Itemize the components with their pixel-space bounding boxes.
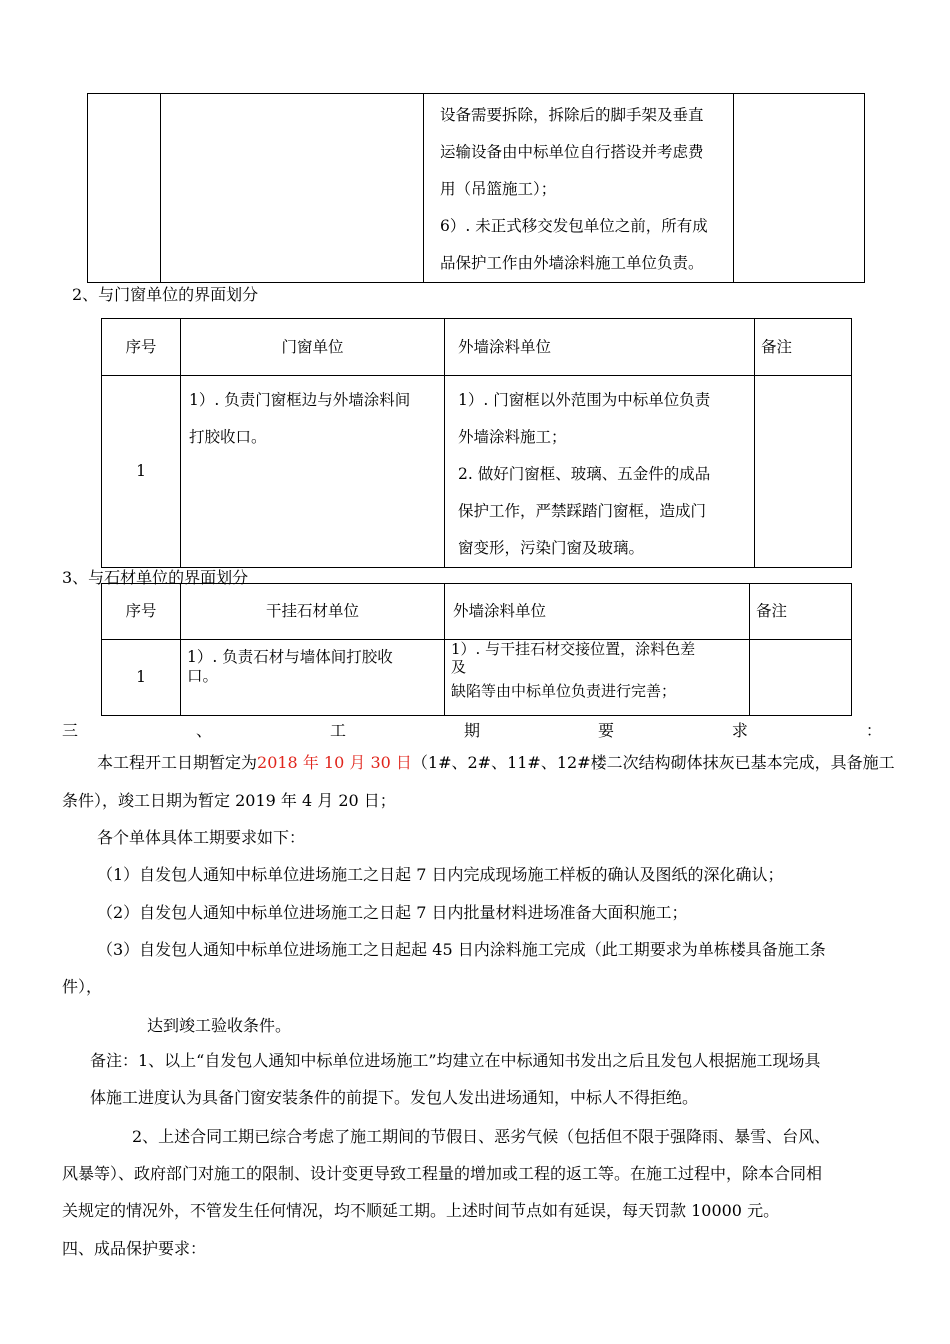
header-cell: 序号: [102, 319, 181, 376]
heading-char: ：: [865, 721, 882, 740]
table-row: [102, 376, 852, 568]
header-cell: 干挂石材单位: [181, 584, 445, 640]
table-cell: [750, 640, 852, 716]
heading-char: 工: [329, 721, 346, 740]
text: （1#、2#、11#、12#楼二次结构砌体抹灰已基本完成，具备施工: [411, 753, 895, 772]
cell-line: 品保护工作由外墙涂料施工单位负责。: [440, 254, 704, 272]
table-cell: [734, 94, 865, 283]
section-heading: [62, 718, 882, 741]
table-cell: [181, 640, 445, 716]
table-row: [102, 640, 852, 716]
list-item: （3）自发包人通知中标单位进场施工之日起起 45 日内涂料施工完成（此工期要求为单栋楼具备施工条: [97, 940, 826, 959]
heading-char: 三: [62, 721, 79, 740]
start-date: 2018 年 10 月 30 日: [257, 753, 412, 772]
list-item: （2）自发包人通知中标单位进场施工之日起 7 日内批量材料进场准备大面积施工；: [97, 903, 688, 922]
list-item: （1）自发包人通知中标单位进场施工之日起 7 日内完成现场施工样板的确认及图纸的深化确认；: [97, 865, 784, 884]
table-cell: [445, 376, 755, 568]
table-cell: [181, 376, 445, 568]
cell-line: 运输设备由中标单位自行搭设并考虑费: [440, 143, 704, 161]
cell-line: 2. 做好门窗框、玻璃、五金件的成品: [458, 465, 711, 483]
cell-line: 1）. 负责石材与墙体间打胶收: [187, 648, 393, 666]
header-cell: 备注: [755, 319, 852, 376]
cell-line: 口。: [187, 667, 219, 685]
cell-line: 缺陷等由中标单位负责进行完善；: [451, 682, 677, 700]
note-line: 体施工进度认为具备门窗安装条件的前提下。发包人发出进场通知，中标人不得拒绝。: [90, 1088, 699, 1107]
header-cell: 序号: [102, 584, 181, 640]
heading-char: 期: [463, 721, 480, 740]
text: 本工程开工日期暂定为: [97, 753, 258, 772]
table-cell: [88, 94, 161, 283]
cell-line: 设备需要拆除，拆除后的脚手架及垂直: [440, 106, 704, 124]
section-title: 四、成品保护要求：: [62, 1239, 207, 1258]
note-line: 关规定的情况外，不管发生任何情况，均不顺延工期。上述时间节点如有延误，每天罚款 10000 元。: [62, 1201, 780, 1220]
header-cell: 门窗单位: [181, 319, 445, 376]
cell-line: 1）. 与干挂石材交接位置，涂料色差: [451, 640, 696, 658]
section-title: 2、与门窗单位的界面划分: [72, 285, 259, 304]
note-line: 风暴等）、政府部门对施工的限制、设计变更导致工程量的增加或工程的返工等。在施工过程中，除本合同相: [62, 1164, 823, 1183]
paragraph-line: [97, 750, 895, 773]
header-cell: 外墙涂料单位: [445, 319, 755, 376]
cell-line: 用（吊篮施工）；: [440, 180, 557, 198]
list-item-continued: 达到竣工验收条件。: [147, 1016, 292, 1035]
header-cell: 外墙涂料单位: [445, 584, 750, 640]
table-window-interface: [101, 318, 852, 568]
table-row: [88, 94, 865, 283]
heading-char: 求: [731, 721, 748, 740]
table-cell: [445, 640, 750, 716]
cell-line: 打胶收口。: [189, 428, 267, 446]
cell-line: 1）. 门窗框以外范围为中标单位负责: [458, 391, 711, 409]
cell-line: 1）. 负责门窗框边与外墙涂料间: [189, 391, 411, 409]
note-line: 2、上述合同工期已综合考虑了施工期间的节假日、恶劣气候（包括但不限于强降雨、暴雪、台风、: [132, 1127, 831, 1146]
table-interface-continued: [87, 93, 865, 283]
row-number: 1: [102, 376, 181, 568]
note-line: 备注：1、以上“自发包人通知中标单位进场施工”均建立在中标通知书发出之后且发包人根据施工现场具: [90, 1051, 821, 1070]
cell-line: 外墙涂料施工；: [458, 428, 567, 446]
table-header-row: [102, 584, 852, 640]
paragraph-line: 各个单体具体工期要求如下：: [97, 828, 306, 847]
cell-line: 窗变形，污染门窗及玻璃。: [458, 539, 645, 557]
table-stone-interface: [101, 583, 852, 716]
table-header-row: [102, 319, 852, 376]
heading-char: 要: [597, 721, 614, 740]
heading-char: 、: [195, 721, 212, 740]
table-cell: [424, 94, 734, 283]
table-cell: [755, 376, 852, 568]
header-cell: 备注: [750, 584, 852, 640]
cell-line: 保护工作，严禁踩踏门窗框，造成门: [458, 502, 707, 520]
table-cell: [161, 94, 424, 283]
cell-line: 及: [451, 658, 467, 676]
row-number: 1: [102, 640, 181, 716]
cell-line: 6）. 未正式移交发包单位之前，所有成: [440, 217, 708, 235]
section-title: 3、与石材单位的界面划分: [62, 568, 249, 587]
list-item-continued: 件），: [62, 977, 103, 996]
paragraph-line: 条件），竣工日期为暂定 2019 年 4 月 20 日；: [62, 791, 396, 810]
